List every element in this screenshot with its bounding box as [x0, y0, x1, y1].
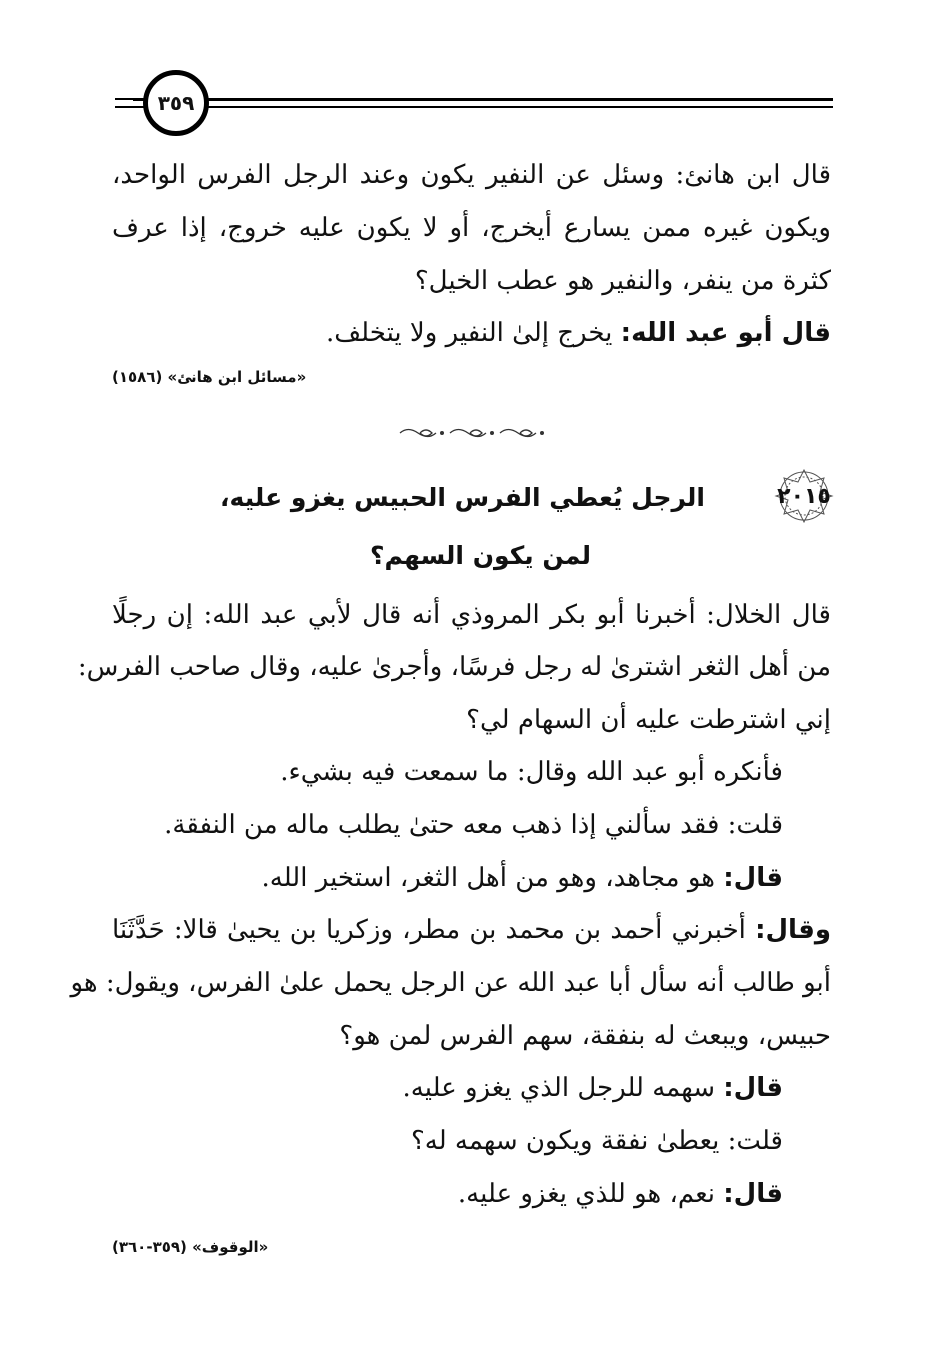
speaker-label: قال:	[723, 1179, 783, 1209]
reference-citation: «الوقوف» (٣٥٩-٣٦٠)	[112, 1238, 269, 1256]
speaker-label: قال أبو عبد الله:	[620, 318, 831, 348]
text-line: قلت: فقد سألني إذا ذهب معه حتىٰ يطلب ماله من النفقة.	[164, 810, 783, 840]
reference-citation: «مسائل ابن هانئ» (١٥٨٦)	[112, 368, 307, 386]
text-line: قال الخلال: أخبرنا أبو بكر المروذي أنه قال لأبي عبد الله: إن رجلًا	[112, 600, 831, 630]
text-line: كثرة من ينفر، والنفير هو عطب الخيل؟	[414, 266, 831, 296]
speaker-label: وقال:	[755, 915, 831, 945]
section-title-line-2: لمن يكون السهم؟	[370, 541, 591, 570]
text-line: فأنكره أبو عبد الله وقال: ما سمعت فيه بشيء.	[280, 757, 783, 787]
text-line: حبيس، ويبعث له بنفقة، سهم الفرس لمن هو؟	[339, 1021, 831, 1051]
answer-text: نعم، هو للذي يغزو عليه.	[457, 1179, 724, 1209]
answer-text: هو مجاهد، وهو من أهل الثغر، استخير الله.	[261, 863, 724, 893]
text-line: أبو طالب أنه سأل أبا عبد الله عن الرجل يحمل علىٰ الفرس، ويقول: هو	[70, 968, 831, 998]
text-line: قلت: يعطىٰ نفقة ويكون سهمه له؟	[411, 1126, 783, 1156]
answer-text: سهمه للرجل الذي يغزو عليه.	[402, 1073, 724, 1103]
page-number: ٣٥٩	[157, 91, 195, 115]
speaker-label: قال:	[723, 1073, 783, 1103]
answer-line	[326, 313, 831, 353]
text-line	[403, 1068, 783, 1108]
text-line	[112, 910, 831, 950]
page-number-circle	[143, 70, 209, 136]
section-title-line-1: الرجل يُعطي الفرس الحبيس يغزو عليه،	[220, 483, 705, 512]
text-line: قال ابن هانئ: وسئل عن النفير يكون وعند الرجل الفرس الواحد،	[112, 160, 831, 190]
answer-text: يخرج إلىٰ النفير ولا يتخلف.	[326, 318, 621, 348]
narration-text: أخبرني أحمد بن محمد بن مطر، وزكريا بن يحيىٰ قالا: حَدَّثَنَا	[112, 915, 756, 945]
text-line: من أهل الثغر اشترىٰ له رجل فرسًا، وأجرىٰ عليه، وقال صاحب الفرس:	[77, 652, 831, 682]
speaker-label: قال:	[723, 863, 783, 893]
section-number-badge	[768, 466, 840, 526]
text-line: إني اشترطت عليه أن السهام لي؟	[466, 705, 831, 735]
header-rule-thin	[133, 106, 833, 108]
text-line	[262, 858, 784, 898]
text-line	[458, 1174, 783, 1214]
ornament-divider-icon	[398, 423, 548, 443]
text-line: ويكون غيره ممن يسارع أيخرج، أو لا يكون عليه خروج، إذا عرف	[112, 213, 831, 243]
header-rule-thick	[133, 98, 833, 101]
section-number: ٢٠١٥	[777, 483, 831, 509]
